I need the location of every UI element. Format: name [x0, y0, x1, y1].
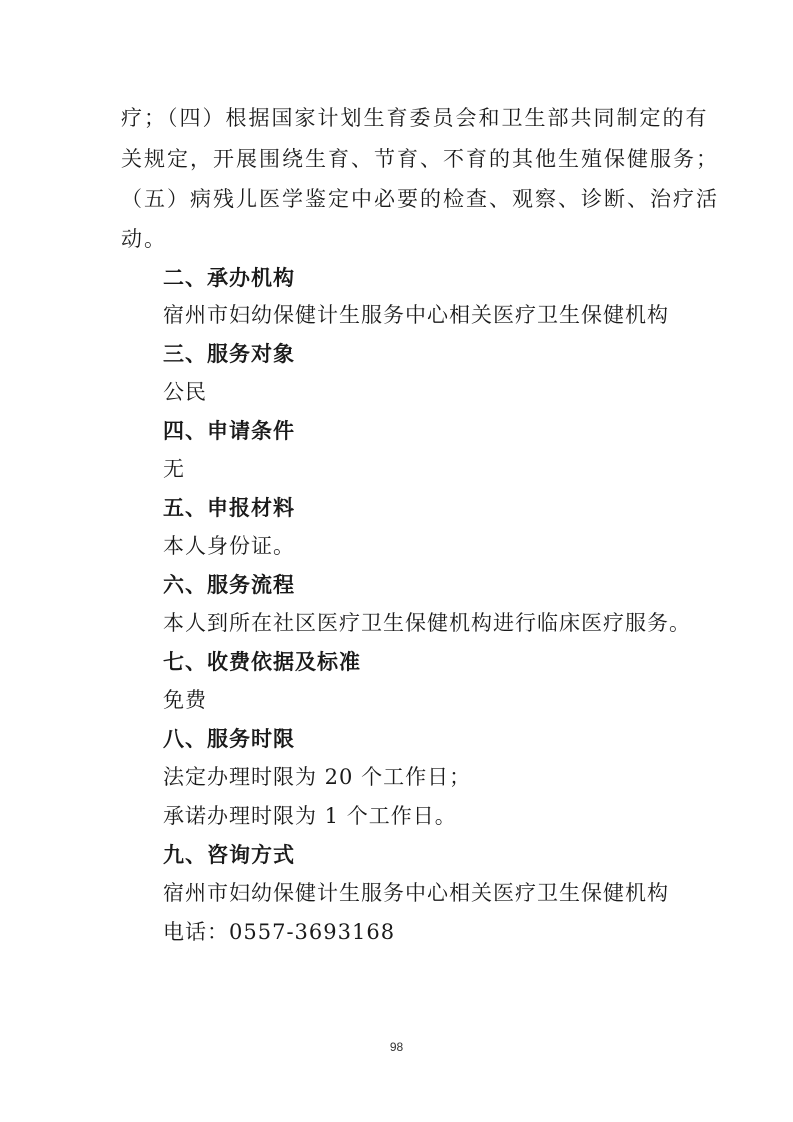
section-9-phone: 电话：0557-3693168 — [163, 920, 396, 944]
section-5-text: 本人身份证。 — [163, 534, 295, 558]
section-6-heading: 六、服务流程 — [163, 573, 295, 597]
section-2-text: 宿州市妇幼保健计生服务中心相关医疗卫生保健机构 — [163, 303, 669, 327]
section-5-heading: 五、申报材料 — [163, 496, 295, 520]
section-9-heading: 九、咨询方式 — [163, 843, 295, 867]
intro-line-2: 关规定，开展围绕生育、节育、不育的其他生殖保健服务； — [121, 147, 719, 171]
section-3-heading: 三、服务对象 — [163, 342, 295, 366]
intro-line-3: （五）病残儿医学鉴定中必要的检查、观察、诊断、治疗活 — [121, 187, 719, 211]
section-3-text: 公民 — [163, 380, 207, 404]
section-2-heading: 二、承办机构 — [163, 266, 295, 290]
intro-line-4: 动。 — [121, 227, 167, 251]
section-6-text: 本人到所在社区医疗卫生保健机构进行临床医疗服务。 — [163, 611, 691, 635]
intro-line-1: 疗；（四）根据国家计划生育委员会和卫生部共同制定的有 — [121, 106, 709, 130]
page-number: 98 — [389, 1040, 404, 1054]
section-4-text: 无 — [163, 457, 185, 481]
section-8-heading: 八、服务时限 — [163, 727, 295, 751]
section-8-legal-limit: 法定办理时限为 20 个工作日； — [163, 765, 472, 789]
section-7-text: 免费 — [163, 688, 207, 712]
section-7-heading: 七、收费依据及标准 — [163, 650, 361, 674]
section-9-institution: 宿州市妇幼保健计生服务中心相关医疗卫生保健机构 — [163, 881, 669, 905]
section-8-promised-limit: 承诺办理时限为 1 个工作日。 — [163, 804, 457, 828]
section-4-heading: 四、申请条件 — [163, 419, 295, 443]
